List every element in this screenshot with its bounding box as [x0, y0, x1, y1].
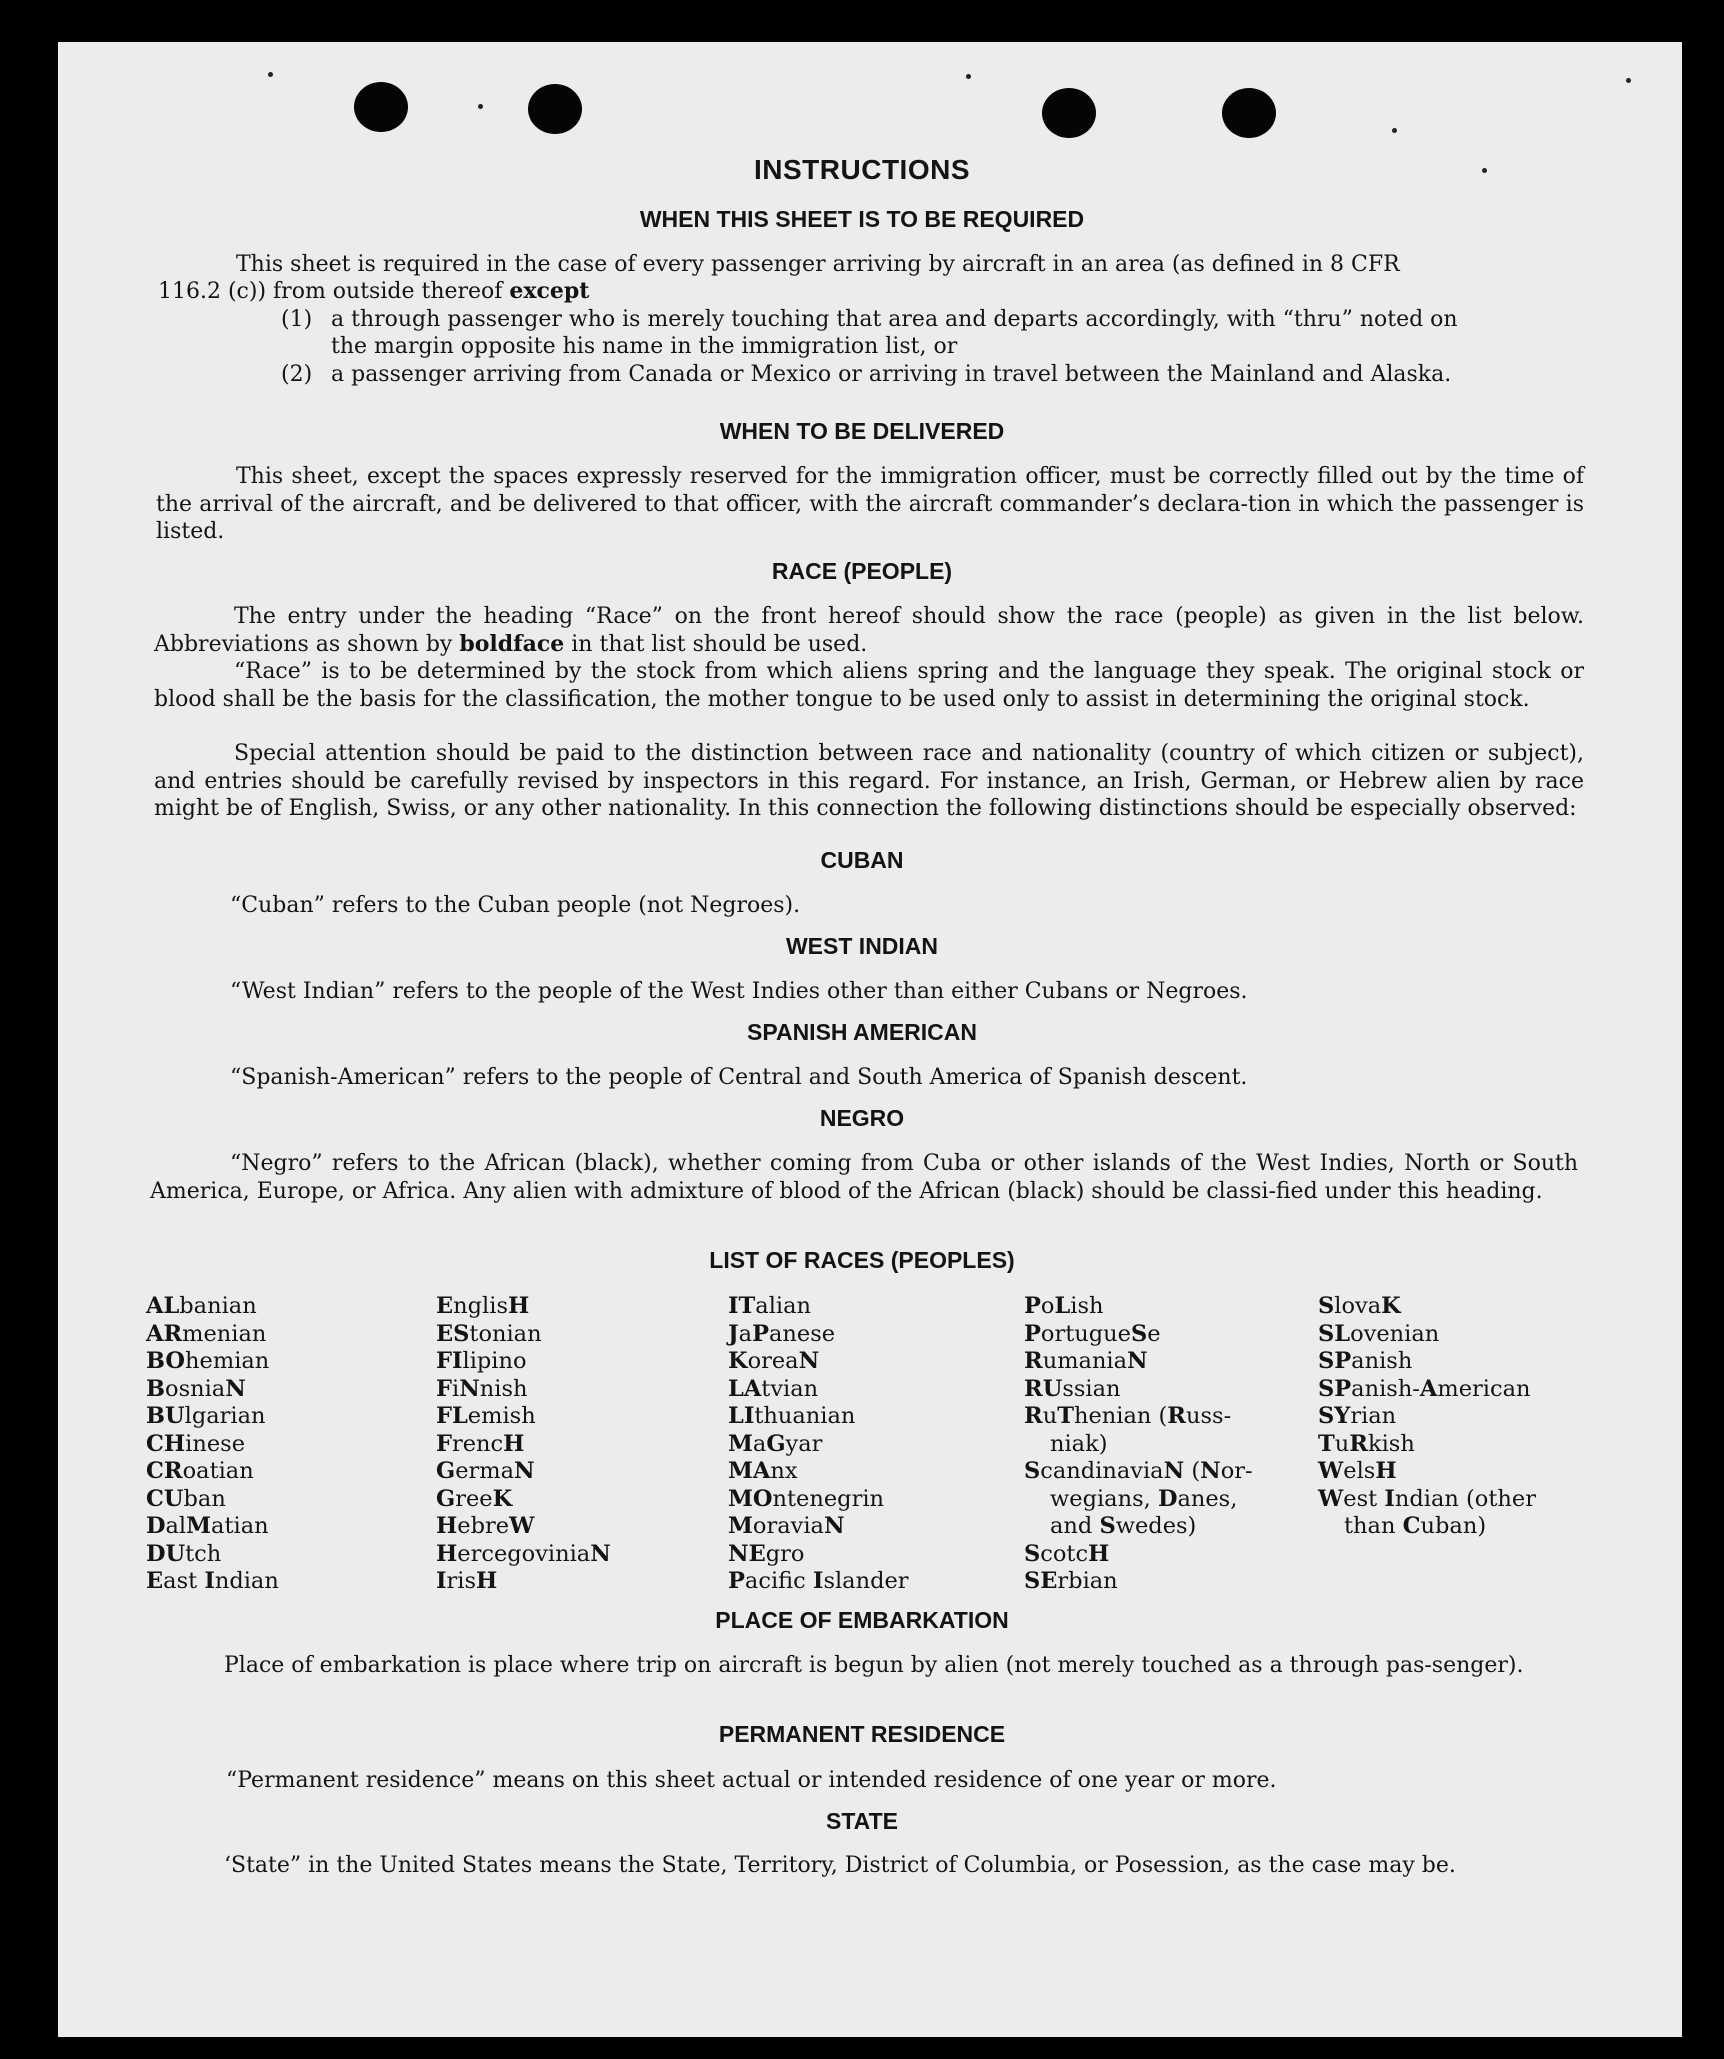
races-column-2 [436, 1293, 611, 1596]
races-column-3 [728, 1293, 909, 1596]
heading-list-of-races: LIST OF RACES (PEOPLES) [709, 1247, 1015, 1273]
race-entry: PoLish [1024, 1293, 1104, 1319]
race-entry: RUssian [1024, 1375, 1121, 1402]
cuban-text: “Cuban” refers to the Cuban people (not Negroes). [230, 893, 801, 918]
race-entry: FLemish [436, 1403, 536, 1429]
race-entry: ScandinaviaN (Nor- [1024, 1458, 1253, 1484]
race-entry: CRoatian [146, 1458, 254, 1484]
race-entry: SErbian [1024, 1568, 1118, 1594]
race-entry: GreeK [436, 1485, 513, 1512]
race-paragraph-3: Special attention should be paid to the distinction between race and nationality (country of which citizen or subject), and entries should be carefully revised by inspectors in this regard. For instance, an Irish, German, or Hebrew alien by race might be of English, Swiss, or any other nationality. In this connection the following distinctions should be especially observed: [154, 741, 1584, 821]
race-entry: FrencH [436, 1430, 525, 1457]
race-entry: CUban [146, 1485, 226, 1512]
heading-spanish-american: SPANISH AMERICAN [746, 1019, 977, 1045]
boldface-emphasis: boldface [459, 630, 565, 657]
race-entry: GermaN [436, 1458, 535, 1484]
race-entry: WelsH [1318, 1458, 1397, 1484]
item-number: (1) [281, 307, 313, 332]
required-item2-line1: a passenger arriving from Canada or Mexico or arriving in travel between the Mainland and Alaska. [331, 362, 1452, 387]
race-entry: ARmenian [146, 1320, 267, 1347]
heading-state: STATE [826, 1808, 898, 1834]
heading-when-required: WHEN THIS SHEET IS TO BE REQUIRED [639, 206, 1085, 232]
race-entry: ALbanian [146, 1293, 257, 1319]
race-entry: DalMatian [146, 1513, 269, 1539]
race-entry: EStonian [436, 1320, 542, 1347]
race-entry: IrisH [436, 1568, 498, 1594]
race-entry: West Indian (other [1318, 1485, 1536, 1512]
heading-when-delivered: WHEN TO BE DELIVERED [719, 418, 1005, 444]
race-entry: SYrian [1318, 1403, 1397, 1429]
heading-race: RACE (PEOPLE) [771, 558, 953, 584]
delivered-paragraph: This sheet, except the spaces expressly reserved for the immigration officer, must be correctly filled out by the time of the arrival of the aircraft, and be delivered to that officer, with the aircraft commander’s declara-tion in which the passenger is listed. [156, 464, 1584, 544]
speck [1392, 128, 1397, 133]
required-item1-line2: the margin opposite his name in the immigration list, or [331, 334, 958, 359]
race-entry: SPanish [1318, 1348, 1413, 1374]
punch-hole [528, 84, 582, 134]
punch-hole [354, 82, 408, 132]
race-entry: DUtch [146, 1540, 222, 1567]
race-entry: SLovenian [1318, 1320, 1440, 1347]
race-entry: CHinese [146, 1430, 246, 1457]
race-entry: MoraviaN [728, 1513, 845, 1539]
race-entry: RuThenian (Russ- [1024, 1403, 1232, 1429]
item-number: (2) [281, 362, 313, 387]
heading-cuban: CUBAN [820, 847, 904, 873]
embarkation-paragraph: Place of embarkation is place where trip on aircraft is begun by alien (not merely touched as a through pas-senger). [224, 1653, 1524, 1678]
race-entry: LAtvian [728, 1375, 819, 1402]
race-entry: BUlgarian [146, 1403, 266, 1429]
speck [966, 74, 971, 79]
races-column-1 [146, 1293, 279, 1596]
west-indian-text: “West Indian” refers to the people of the West Indies other than either Cubans or Negroes. [230, 979, 1248, 1004]
heading-place-of-embarkation: PLACE OF EMBARKATION [715, 1607, 1009, 1633]
race-entry: LIthuanian [728, 1403, 856, 1429]
race-paragraph-1: The entry under the heading “Race” on the front hereof should show the race (people) as given in the list below. Abbreviations as shown by boldface in that list should be used. [154, 604, 1584, 657]
races-column-5 [1318, 1293, 1536, 1541]
race-entry: ITalian [728, 1293, 811, 1319]
speck [268, 72, 273, 77]
negro-paragraph: “Negro” refers to the African (black), whether coming from Cuba or other islands of the West Indies, North or South America, Europe, or Africa. Any alien with admixture of blood of the African (black) should be classi-fied under this heading. [150, 1151, 1578, 1204]
race-entry: BOhemian [146, 1348, 270, 1374]
race-entry: East Indian [146, 1568, 279, 1594]
spanish-american-text: “Spanish-American” refers to the people of Central and South America of Spanish descent. [230, 1065, 1248, 1090]
race-entry: MaGyar [728, 1430, 823, 1457]
race-entry: FiNnish [436, 1375, 528, 1402]
speck [1626, 78, 1631, 83]
race-entry: BosniaN [146, 1375, 246, 1402]
required-intro-line2: 116.2 (c)) from outside thereof except [158, 278, 590, 304]
race-entry: PortugueSe [1024, 1320, 1161, 1347]
race-entry: HebreW [436, 1513, 535, 1539]
except-emphasis: except [509, 278, 590, 304]
race-entry: TuRkish [1318, 1430, 1415, 1457]
residence-text: “Permanent residence” means on this sheet actual or intended residence of one year or more. [226, 1768, 1277, 1793]
race-entry: and Swedes) [1050, 1513, 1197, 1539]
heading-west-indian: WEST INDIAN [785, 933, 939, 959]
heading-negro: NEGRO [819, 1105, 905, 1131]
race-entry: niak) [1050, 1430, 1108, 1457]
state-paragraph: ‘State” in the United States means the State, Territory, District of Columbia, or Posession, as the case may be. [224, 1853, 1456, 1878]
race-paragraph-2: “Race” is to be determined by the stock from which aliens spring and the language they speak. The original stock or blood shall be the basis for the classification, the mother tongue to be used only to assist in determining the original stock. [154, 659, 1584, 712]
race-entry: KoreaN [728, 1348, 820, 1374]
race-entry: ScotcH [1024, 1540, 1110, 1567]
race-entry: wegians, Danes, [1050, 1485, 1238, 1512]
race-entry: RumaniaN [1024, 1348, 1148, 1374]
race-entry: HercegoviniaN [436, 1540, 611, 1567]
races-column-4 [1024, 1293, 1253, 1596]
race-entry: JaPanese [728, 1320, 836, 1347]
race-entry: MAnx [728, 1458, 798, 1484]
race-entry: Pacific Islander [728, 1568, 909, 1594]
race-entry: FIlipino [436, 1348, 527, 1374]
punch-hole [1042, 88, 1096, 138]
speck [478, 104, 483, 109]
race-entry: NEgro [728, 1540, 805, 1567]
punch-hole [1222, 88, 1276, 138]
required-item1-line1: a through passenger who is merely touching that area and departs accordingly, with “thru” noted on [331, 307, 1458, 332]
race-entry: SPanish-American [1318, 1375, 1531, 1402]
race-entry: SlovaK [1318, 1293, 1401, 1319]
race-entry: EnglisH [436, 1293, 530, 1319]
heading-permanent-residence: PERMANENT RESIDENCE [718, 1721, 1006, 1747]
page-title: INSTRUCTIONS [754, 154, 970, 185]
race-entry: than Cuban) [1344, 1513, 1487, 1539]
race-entry: MOntenegrin [728, 1485, 885, 1512]
required-intro-line1: This sheet is required in the case of every passenger arriving by aircraft in an area (as defined in 8 CFR [236, 252, 1400, 277]
